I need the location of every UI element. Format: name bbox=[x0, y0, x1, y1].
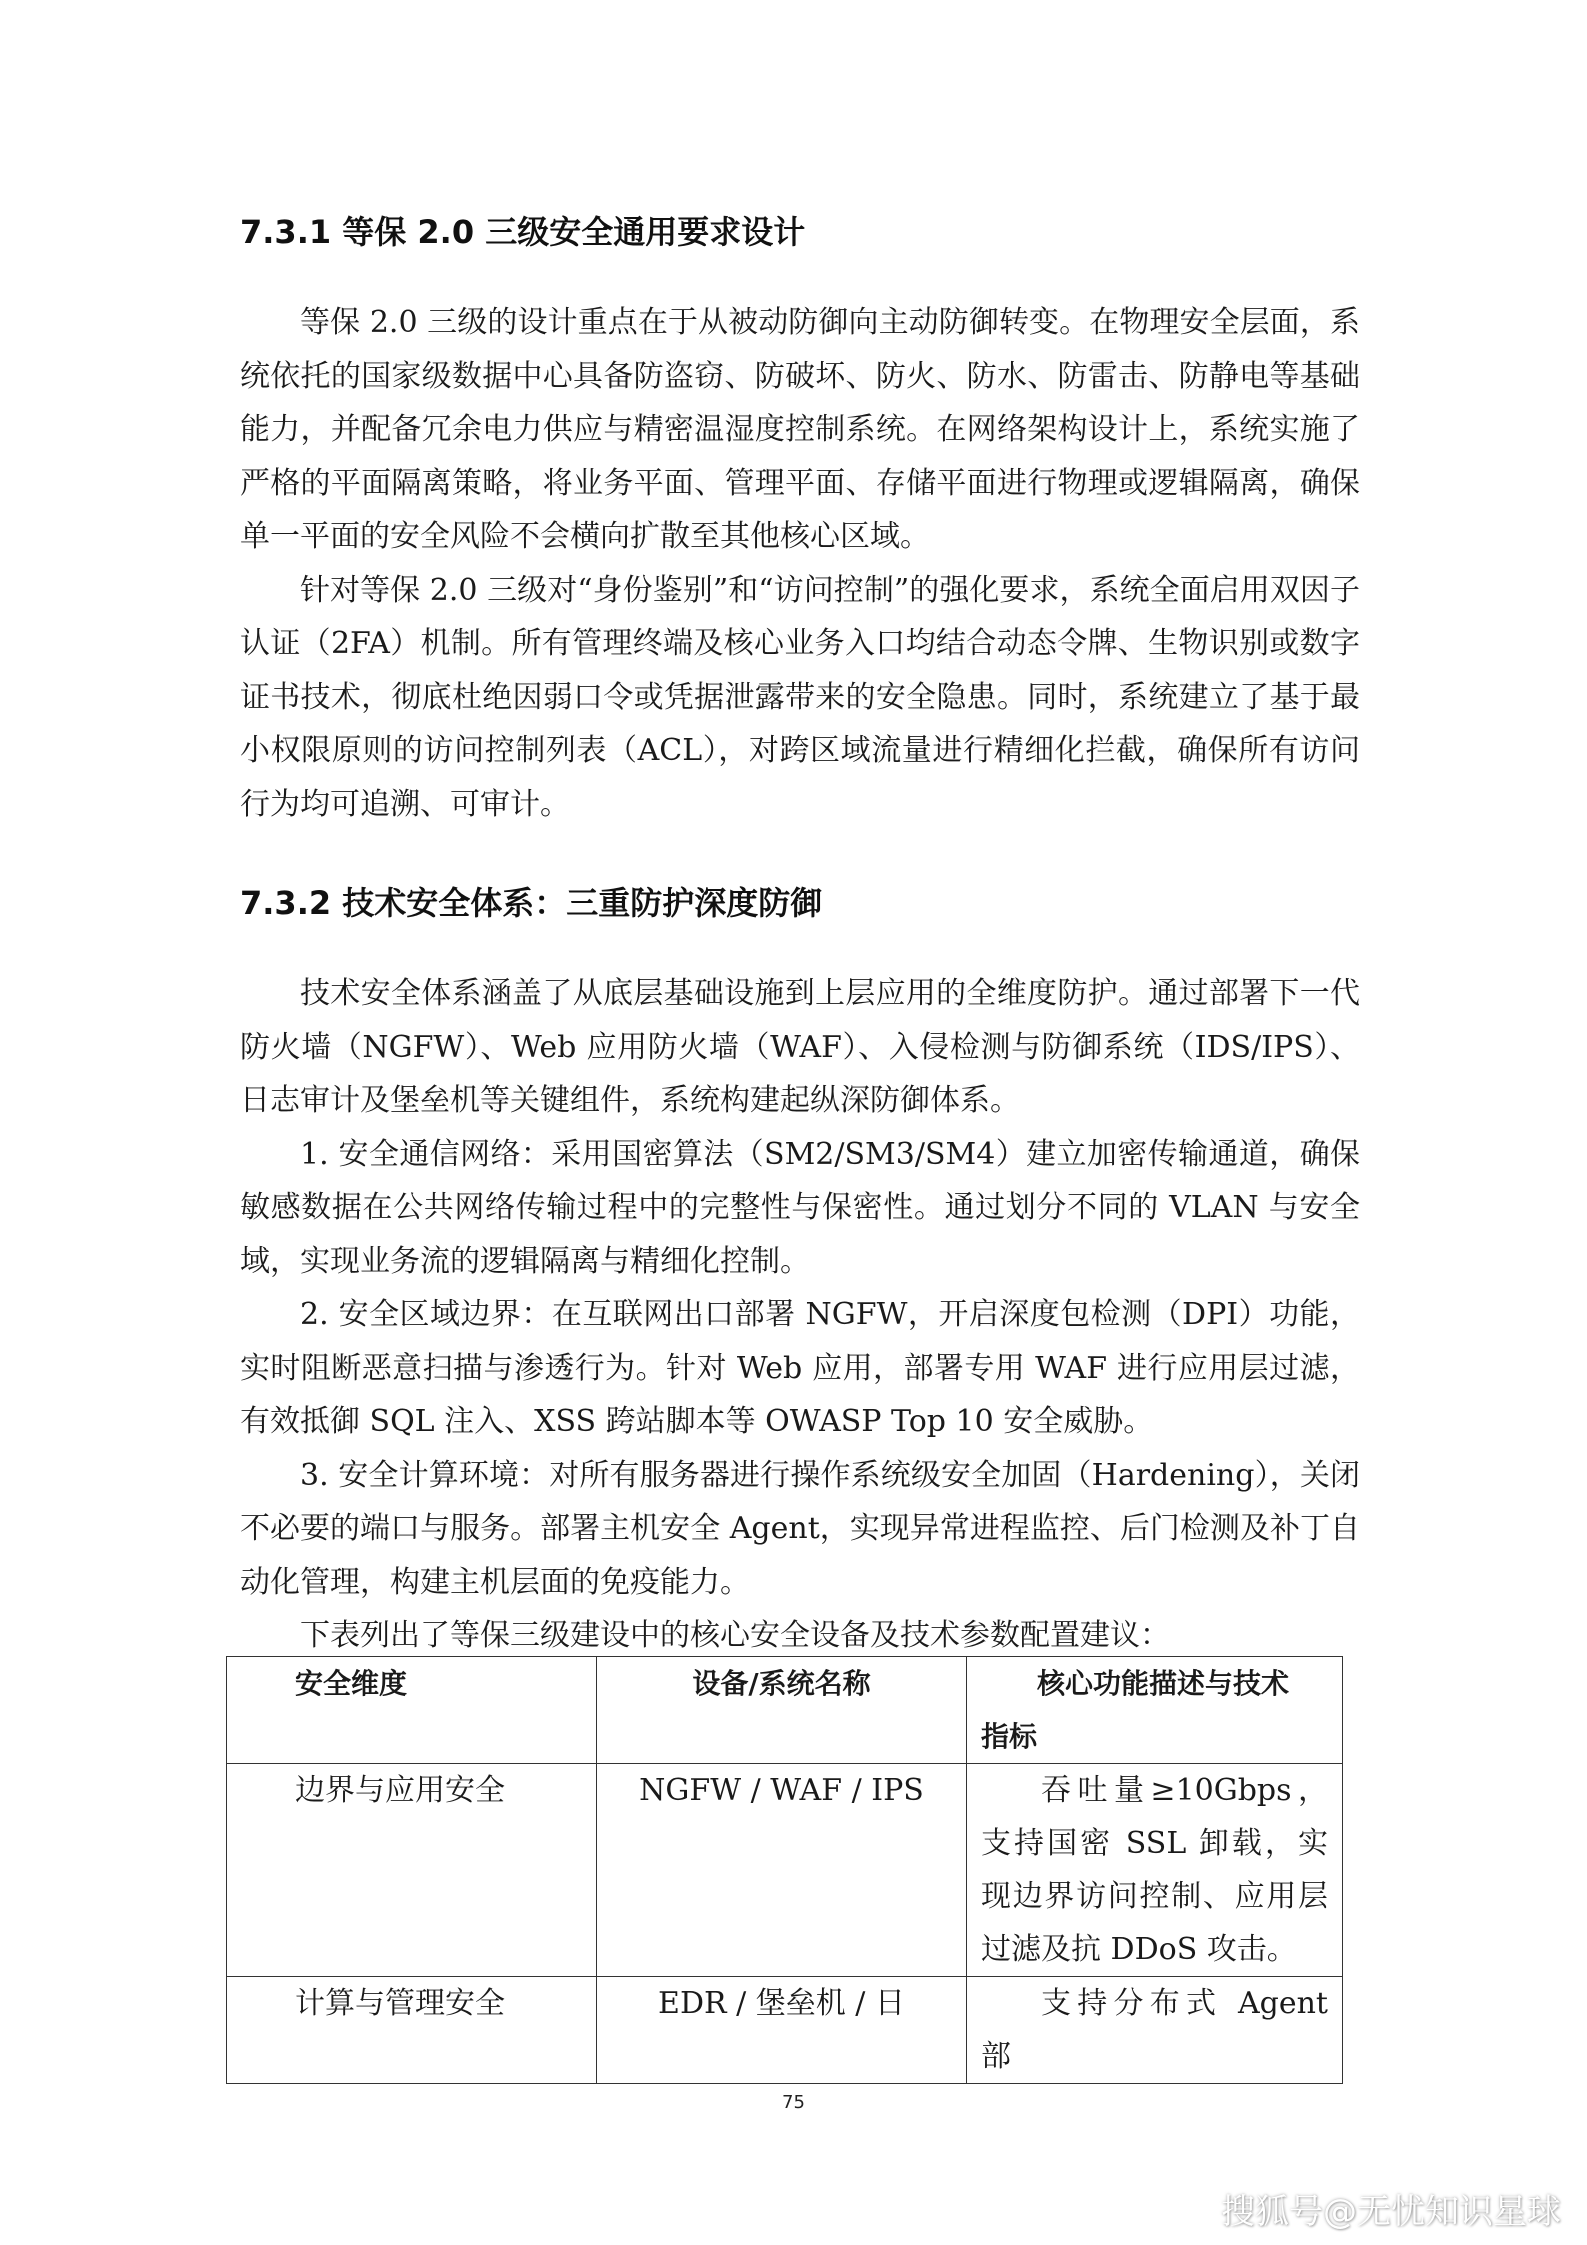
cell-device: NGFW / WAF / IPS bbox=[597, 1764, 967, 1977]
watermark: 搜狐号@无忧知识星球 bbox=[1221, 2192, 1561, 2232]
section-body-7-3-1 bbox=[240, 296, 1360, 831]
cell-description-text: 支持分布式 Agent 部 bbox=[981, 1986, 1328, 2074]
paragraph: 等保 2.0 三级的设计重点在于从被动防御向主动防御转变。在物理安全层面，系统依托的国家级数据中心具备防盗窃、防破坏、防火、防水、防雷击、防静电等基础能力，并配备冗余电力供应与精密温湿度控制系统。在网络架构设计上，系统实施了严格的平面隔离策略，将业务平面、管理平面、存储平面进行物理或逻辑隔离，确保单一平面的安全风险不会横向扩散至其他核心区域。 bbox=[240, 305, 1360, 554]
table-header-row bbox=[227, 1657, 1343, 1764]
table-row bbox=[227, 1764, 1343, 1977]
header-description-line1: 核心功能描述与技术 bbox=[1037, 1667, 1290, 1700]
header-dimension: 安全维度 bbox=[227, 1657, 597, 1764]
security-device-table bbox=[226, 1656, 1343, 2084]
cell-description bbox=[967, 1764, 1343, 1977]
cell-device: EDR / 堡垒机 / 日 bbox=[597, 1977, 967, 2084]
list-item: 1. 安全通信网络：采用国密算法（SM2/SM3/SM4）建立加密传输通道，确保敏感数据在公共网络传输过程中的完整性与保密性。通过划分不同的 VLAN 与安全域，实现业务流的逻辑隔离与精细化控制。 bbox=[240, 1136, 1360, 1279]
header-description bbox=[967, 1657, 1343, 1764]
paragraph: 技术安全体系涵盖了从底层基础设施到上层应用的全维度防护。通过部署下一代防火墙（NGFW）、Web 应用防火墙（WAF）、入侵检测与防御系统（IDS/IPS）、日志审计及堡垒机等关键组件，系统构建起纵深防御体系。 bbox=[240, 976, 1360, 1118]
cell-dimension: 计算与管理安全 bbox=[227, 1977, 597, 2084]
cell-description bbox=[967, 1977, 1343, 2084]
paragraph: 针对等保 2.0 三级对“身份鉴别”和“访问控制”的强化要求，系统全面启用双因子认证（2FA）机制。所有管理终端及核心业务入口均结合动态令牌、生物识别或数字证书技术，彻底杜绝因弱口令或凭据泄露带来的安全隐患。同时，系统建立了基于最小权限原则的访问控制列表（ACL），对跨区域流量进行精细化拦截，确保所有访问行为均可追溯、可审计。 bbox=[240, 572, 1360, 822]
list-item: 2. 安全区域边界：在互联网出口部署 NGFW，开启深度包检测（DPI）功能，实时阻断恶意扫描与渗透行为。针对 Web 应用，部署专用 WAF 进行应用层过滤，有效抵御 SQL 注入、XSS 跨站脚本等 OWASP Top 10 安全威胁。 bbox=[240, 1297, 1360, 1439]
section-heading-7-3-2: 7.3.2 技术安全体系：三重防护深度防御 bbox=[240, 884, 823, 922]
cell-description-text: 吞吐量≥10Gbps，支持国密 SSL 卸载，实现边界访问控制、应用层过滤及抗 DDoS 攻击。 bbox=[981, 1773, 1328, 1967]
header-description-line2: 指标 bbox=[981, 1720, 1038, 1753]
page-number: 75 bbox=[782, 2092, 805, 2113]
section-heading-7-3-1: 7.3.1 等保 2.0 三级安全通用要求设计 bbox=[240, 213, 806, 251]
section-body-7-3-2 bbox=[240, 967, 1360, 1663]
table-caption: 下表列出了等保三级建设中的核心安全设备及技术参数配置建议： bbox=[300, 1618, 1170, 1653]
cell-dimension: 边界与应用安全 bbox=[227, 1764, 597, 1977]
list-item: 3. 安全计算环境：对所有服务器进行操作系统级安全加固（Hardening），关闭不必要的端口与服务。部署主机安全 Agent，实现异常进程监控、后门检测及补丁自动化管理，构建主机层面的免疫能力。 bbox=[240, 1457, 1360, 1600]
header-device: 设备/系统名称 bbox=[597, 1657, 967, 1764]
table-row bbox=[227, 1977, 1343, 2084]
